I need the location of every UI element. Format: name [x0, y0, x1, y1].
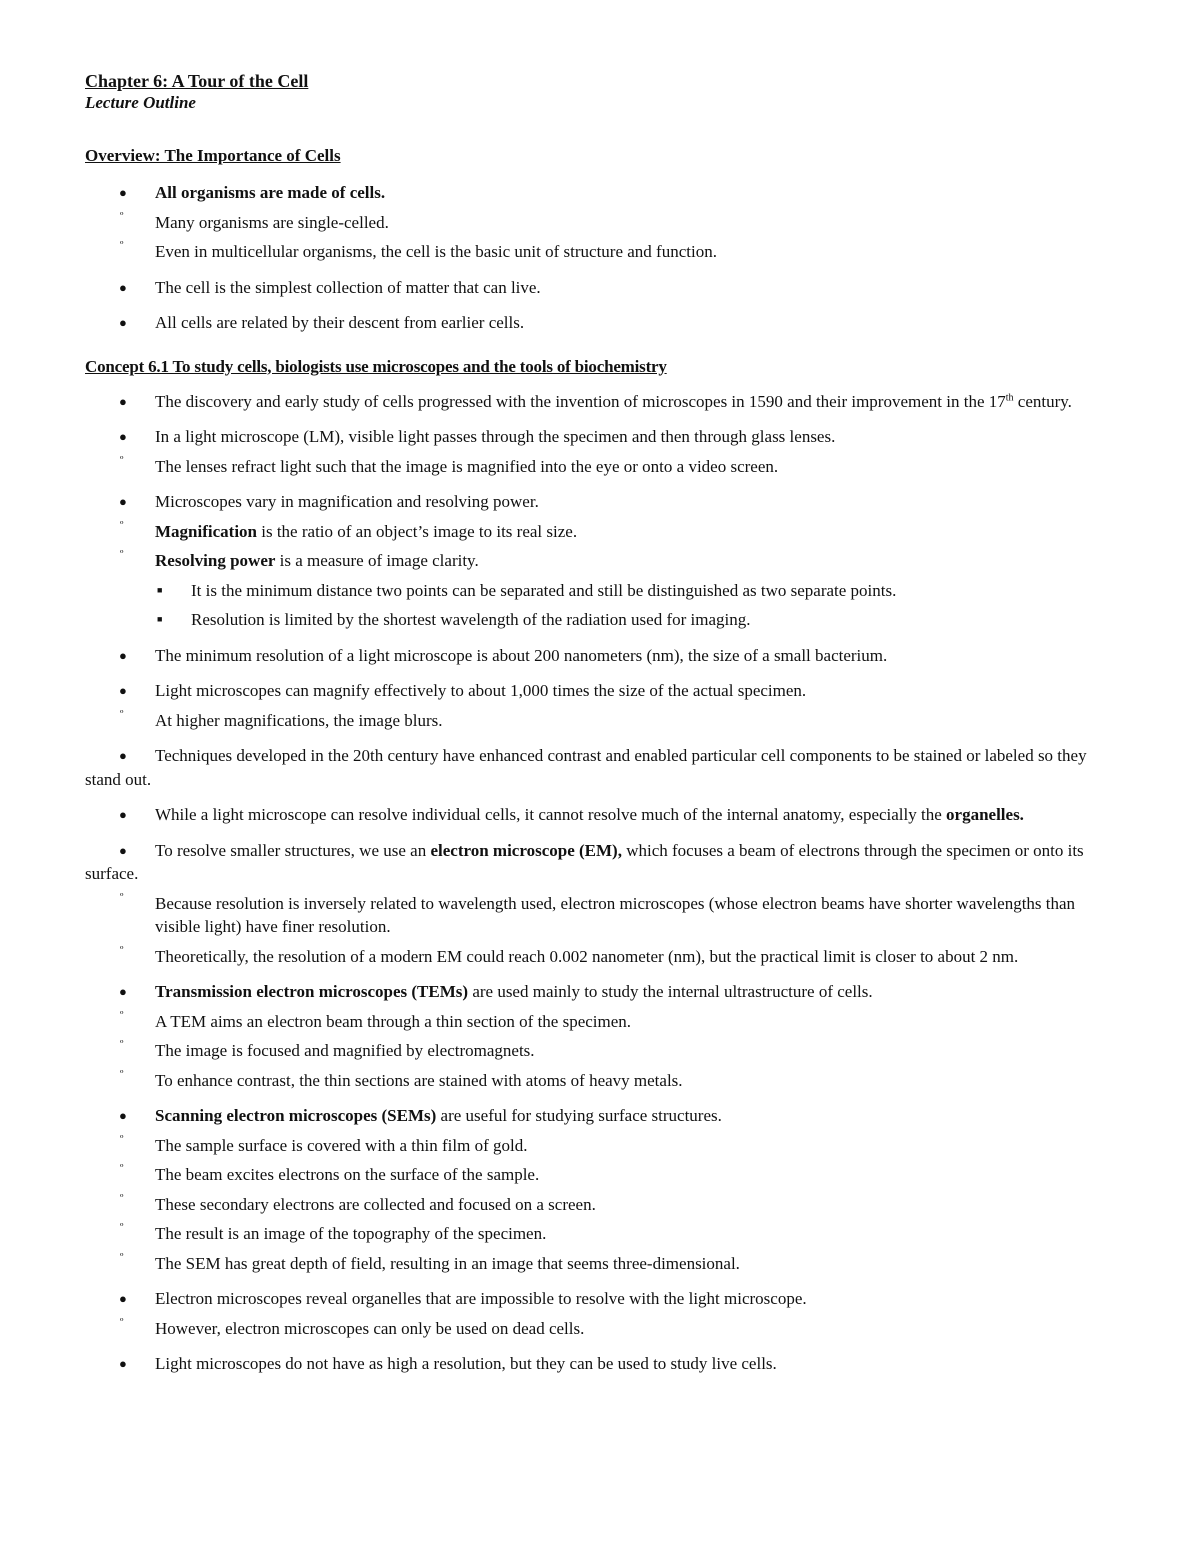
bullet-icon: ●	[119, 748, 127, 763]
list-item	[85, 679, 1120, 703]
text-part: To resolve smaller structures, we use an	[155, 840, 431, 860]
list-item-text	[155, 711, 443, 730]
list-item-text	[85, 803, 1120, 827]
text-part: The minimum resolution of a light microscope is about 200 nanometers (nm), the size of a small bacterium.	[155, 645, 888, 665]
text-part: Light microscopes do not have as high a resolution, but they can be used to study live cells.	[155, 1354, 777, 1373]
list-item-text	[155, 1289, 807, 1308]
overview-list	[85, 181, 1120, 335]
sub-bullet-icon: º	[120, 1221, 124, 1233]
list-item-text	[155, 213, 389, 232]
sub-bullet-icon: º	[120, 943, 124, 956]
sub-bullet-icon: º	[120, 1162, 124, 1174]
list-item	[85, 276, 1120, 300]
text-part: are useful for studying surface structures.	[436, 1106, 722, 1125]
sub-bullet-icon: º	[120, 1038, 124, 1050]
document-page	[85, 70, 1120, 1376]
list-item	[85, 1163, 1120, 1187]
text-part: is the ratio of an object’s image to its real size.	[257, 521, 578, 541]
list-item	[85, 892, 1120, 939]
list-item	[85, 709, 1120, 733]
text-part: The beam excites electrons on the surface of the sample.	[155, 1165, 540, 1184]
list-item-text	[155, 522, 577, 541]
bullet-icon: ●	[119, 429, 127, 444]
list-item-text	[155, 1165, 539, 1184]
text-part: It is the minimum distance two points can be separated and still be distinguished as two separate points.	[191, 580, 897, 600]
list-item	[85, 520, 1120, 544]
concept-heading: Concept 6.1 To study cells, biologists use microscopes and the tools of biochemistry	[85, 356, 667, 376]
text-part: All organisms are made of cells.	[155, 183, 386, 202]
bullet-icon: ●	[119, 315, 127, 330]
bold-term: organelles.	[946, 805, 1024, 824]
text-part: Electron microscopes reveal organelles that are impossible to resolve with the light microscope.	[155, 1289, 807, 1308]
square-bullet-icon: ■	[157, 584, 163, 595]
text-part: At higher magnifications, the image blurs.	[155, 710, 443, 730]
chapter-subtitle: Lecture Outline	[85, 93, 196, 112]
list-item	[85, 744, 1120, 791]
list-item	[85, 980, 1120, 1004]
list-item-text	[155, 492, 539, 511]
list-item	[85, 549, 1120, 573]
list-item	[85, 1352, 1120, 1376]
bullet-icon: ●	[119, 185, 127, 200]
sub-bullet-icon: º	[120, 707, 124, 720]
list-item	[85, 608, 1120, 632]
text-part: All cells are related by their descent from earlier cells.	[155, 313, 525, 332]
list-item-text	[85, 744, 1120, 791]
text-part: Even in multicellular organisms, the cell is the basic unit of structure and function.	[155, 242, 717, 261]
list-item-text	[155, 1106, 722, 1125]
bold-term: Resolving power	[155, 551, 276, 570]
bullet-icon: ●	[119, 984, 127, 999]
list-item	[85, 1252, 1120, 1276]
text-part: is a measure of image clarity.	[275, 551, 479, 570]
list-item	[85, 1193, 1120, 1217]
text-part: The result is an image of the topography of the specimen.	[155, 1224, 547, 1243]
list-item-text	[155, 1224, 546, 1243]
bold-term: electron microscope (EM),	[430, 840, 622, 860]
sub-bullet-icon: º	[120, 209, 124, 222]
bold-term: Magnification	[155, 521, 257, 541]
text-part: The image is focused and magnified by electromagnets.	[155, 1041, 535, 1060]
list-item-text	[155, 427, 835, 446]
text-part: In a light microscope (LM), visible light passes through the specimen and then through glass lenses.	[155, 427, 836, 446]
list-item-text	[85, 839, 1120, 886]
sub-bullet-icon: º	[120, 548, 124, 560]
sub-bullet-icon: º	[120, 1067, 124, 1080]
bullet-icon: ●	[119, 1108, 127, 1123]
sub-bullet-icon: º	[120, 518, 124, 531]
list-item-text	[155, 242, 717, 261]
sub-bullet-icon: º	[120, 1191, 124, 1204]
sub-bullet-icon: º	[120, 453, 124, 466]
list-item	[85, 1134, 1120, 1158]
bullet-icon: ●	[119, 1291, 127, 1306]
list-item-text	[155, 278, 541, 297]
list-item	[85, 1287, 1120, 1311]
bullet-icon: ●	[119, 683, 127, 698]
bullet-icon: ●	[119, 807, 127, 822]
text-part: The cell is the simplest collection of matter that can live.	[155, 277, 541, 297]
text-part: Techniques developed in the 20th century have enhanced contrast and enabled particular cell components to be stained or labeled so they stand out.	[85, 746, 1087, 789]
superscript: th	[1005, 391, 1014, 403]
list-item-text	[155, 183, 385, 202]
list-item	[85, 579, 1120, 603]
list-item	[85, 803, 1120, 827]
bullet-icon: ●	[119, 842, 127, 858]
text-part: A TEM aims an electron beam through a thin section of the specimen.	[155, 1011, 632, 1031]
list-item	[85, 644, 1120, 668]
list-item	[85, 390, 1120, 414]
sub-bullet-icon: º	[120, 239, 124, 251]
list-item-text	[191, 581, 896, 600]
list-item	[85, 1104, 1120, 1128]
list-item	[85, 311, 1120, 335]
list-item	[85, 1039, 1120, 1063]
list-item-text	[155, 313, 524, 332]
list-item-text	[155, 646, 887, 665]
list-item	[85, 1069, 1120, 1093]
list-item	[85, 425, 1120, 449]
text-part: The lenses refract light such that the image is magnified into the eye or onto a video screen.	[155, 456, 779, 476]
text-part: Microscopes vary in magnification and resolving power.	[155, 492, 539, 511]
list-item-text	[155, 1136, 527, 1155]
text-part: The SEM has great depth of field, resulting in an image that seems three-dimensional.	[155, 1253, 740, 1273]
sub-bullet-icon: º	[120, 1008, 124, 1021]
sub-bullet-icon: º	[120, 1250, 124, 1263]
list-item	[85, 1317, 1120, 1341]
bold-term: Scanning electron microscopes (SEMs)	[155, 1106, 437, 1125]
text-part: While a light microscope can resolve individual cells, it cannot resolve much of the internal anatomy, especially the	[155, 805, 947, 824]
bullet-icon: ●	[119, 279, 127, 295]
sub-bullet-icon: º	[120, 1132, 124, 1145]
bullet-icon: ●	[119, 393, 127, 409]
list-item-text	[155, 982, 873, 1001]
bullet-icon: ●	[119, 494, 127, 509]
bullet-icon: ●	[119, 647, 127, 663]
text-part: are used mainly to study the internal ultrastructure of cells.	[468, 982, 873, 1001]
list-item-text	[155, 947, 1018, 966]
sub-bullet-icon: º	[120, 890, 124, 903]
list-item	[85, 1010, 1120, 1034]
text-part: The discovery and early study of cells progressed with the invention of microscopes in 1590 and their improvement in the 17	[155, 391, 1006, 411]
text-part: Resolution is limited by the shortest wavelength of the radiation used for imaging.	[191, 610, 751, 629]
text-part: which focuses a beam of electrons through the specimen or onto its surface.	[85, 840, 1084, 883]
list-item-text	[191, 610, 750, 629]
text-part: century.	[1013, 391, 1072, 411]
sub-bullet-icon: º	[120, 1315, 124, 1328]
list-item-text	[155, 1254, 740, 1273]
square-bullet-icon: ■	[157, 614, 163, 624]
bullet-icon: ●	[119, 1356, 127, 1371]
list-item	[85, 455, 1120, 479]
text-part: Theoretically, the resolution of a modern EM could reach 0.002 nanometer (nm), but the practical limit is closer to about 2 nm.	[155, 946, 1019, 966]
list-item	[85, 839, 1120, 886]
text-part: Because resolution is inversely related to wavelength used, electron microscopes (whose electron beams have shorter wavelengths than visible light) have finer resolution.	[155, 893, 1076, 936]
text-part: Many organisms are single-celled.	[155, 212, 389, 232]
chapter-title: Chapter 6: A Tour of the Cell	[85, 71, 309, 91]
overview-heading: Overview: The Importance of Cells	[85, 146, 341, 165]
text-part: However, electron microscopes can only be used on dead cells.	[155, 1318, 585, 1338]
list-item-text	[85, 390, 1120, 414]
list-item-text	[155, 551, 479, 570]
list-item	[85, 945, 1120, 969]
bold-term: Transmission electron microscopes (TEMs)	[155, 982, 469, 1001]
concept-list	[85, 390, 1120, 1376]
list-item-text	[155, 681, 806, 700]
list-item	[85, 1222, 1120, 1246]
list-item-text	[155, 1319, 584, 1338]
list-item	[85, 211, 1120, 235]
list-item-text	[155, 457, 778, 476]
list-item-text	[155, 1354, 777, 1373]
text-part: These secondary electrons are collected and focused on a screen.	[155, 1194, 596, 1214]
list-item-text	[155, 1012, 631, 1031]
text-part: To enhance contrast, the thin sections are stained with atoms of heavy metals.	[155, 1070, 683, 1090]
list-item-text	[155, 1041, 535, 1060]
list-item	[85, 240, 1120, 264]
text-part: Light microscopes can magnify effectively to about 1,000 times the size of the actual specimen.	[155, 681, 807, 700]
list-item-text	[155, 1195, 596, 1214]
text-part: The sample surface is covered with a thin film of gold.	[155, 1135, 528, 1155]
list-item-text	[155, 894, 1075, 937]
list-item-text	[155, 1071, 683, 1090]
list-item	[85, 181, 1120, 205]
list-item	[85, 490, 1120, 514]
